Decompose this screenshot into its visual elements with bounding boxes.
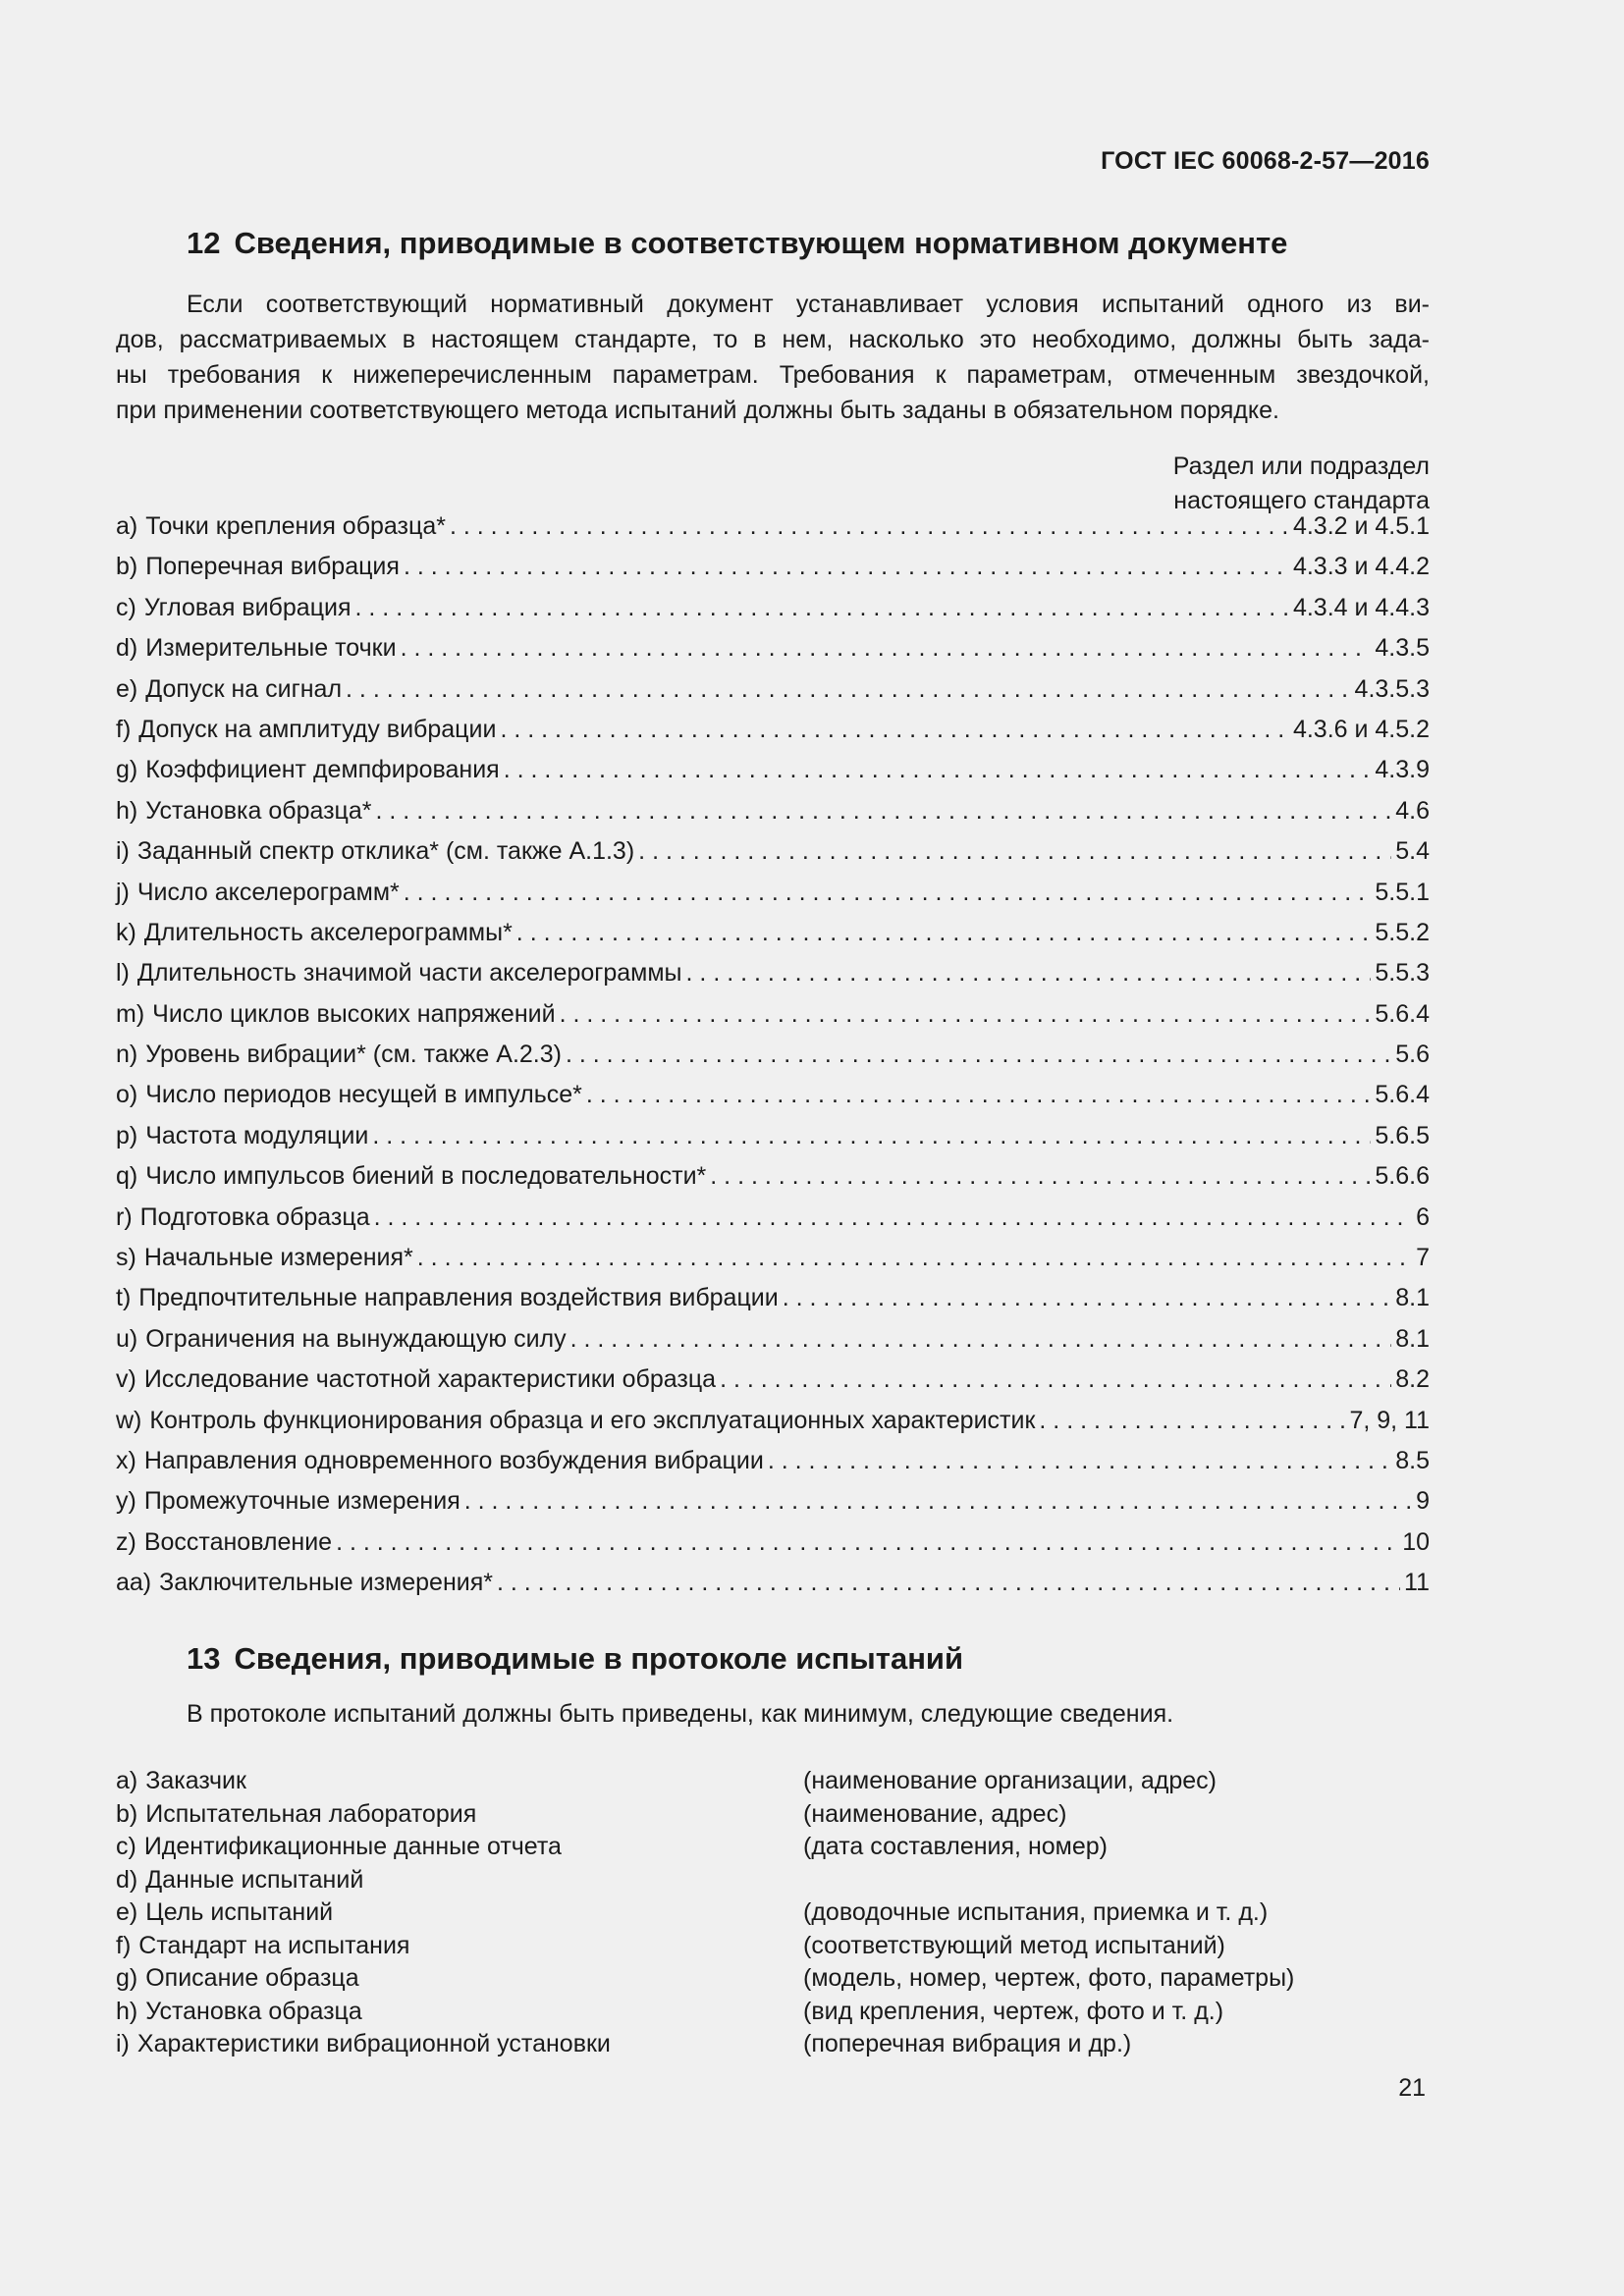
item-reference: 4.3.5 <box>1375 634 1430 663</box>
item-reference: 4.3.3 и 4.4.2 <box>1292 553 1430 581</box>
section-12-intro <box>116 287 1430 428</box>
document-code-header: ГОСТ IEC 60068-2-57—2016 <box>1101 147 1430 175</box>
item-letter: z) <box>116 1527 136 1556</box>
item-reference: 5.5.2 <box>1375 918 1430 946</box>
item-text: Восстановление <box>143 1527 333 1556</box>
item-reference: 5.6.6 <box>1375 1162 1430 1191</box>
dot-leader <box>404 553 1289 581</box>
item-text: Исследование частотной характеристики образца <box>143 1365 717 1394</box>
item-reference: 11 <box>1404 1569 1430 1597</box>
item-letter: k) <box>116 918 136 946</box>
item-text: Испытательная лаборатория <box>145 1799 477 1828</box>
item-text: Стандарт на испытания <box>138 1931 410 1959</box>
section-13-heading <box>187 1641 963 1677</box>
item-letter: aa) <box>116 1569 152 1597</box>
item-text: Уровень вибрации* (см. также А.2.3) <box>145 1041 562 1069</box>
item-text: Число импульсов биений в последовательности* <box>145 1162 707 1191</box>
item-reference: 8.2 <box>1395 1365 1430 1394</box>
item-text: Установка образца* <box>145 796 372 825</box>
item-label <box>116 1998 803 2026</box>
item-label <box>116 1244 413 1272</box>
parameter-list-item <box>116 1325 1430 1365</box>
item-label <box>116 553 400 581</box>
item-text: Допуск на сигнал <box>145 674 343 703</box>
item-text: Поперечная вибрация <box>145 553 400 581</box>
item-label <box>116 1800 803 1829</box>
item-letter: h) <box>116 1997 138 2025</box>
report-list-item <box>116 1866 1430 1899</box>
parameter-list-item <box>116 1244 1430 1284</box>
item-note: (наименование организации, адрес) <box>803 1767 1218 1794</box>
item-text: Идентификационные данные отчета <box>143 1833 562 1860</box>
item-text: Характеристики вибрационной установки <box>136 2030 611 2057</box>
parameter-list-item <box>116 1081 1430 1121</box>
item-text: Допуск на амплитуду вибрации <box>138 715 497 743</box>
dot-leader <box>566 1041 1391 1069</box>
dot-leader <box>346 675 1351 704</box>
item-reference: 4.3.2 и 4.5.1 <box>1292 512 1430 540</box>
dot-leader <box>450 512 1289 541</box>
dot-leader <box>783 1284 1392 1312</box>
item-letter: e) <box>116 674 138 703</box>
parameter-list-item <box>116 797 1430 837</box>
item-reference: 5.6.4 <box>1375 999 1430 1028</box>
intro-line: при применении соответствующего метода испытаний должны быть заданы в обязательном порядке. <box>116 397 1279 424</box>
item-letter: l) <box>116 959 130 988</box>
item-letter: u) <box>116 1324 138 1353</box>
parameter-list-item <box>116 1447 1430 1487</box>
item-label <box>116 1833 803 1861</box>
parameter-list-item <box>116 594 1430 634</box>
dot-leader <box>404 879 1372 907</box>
dot-leader <box>504 756 1372 784</box>
item-label <box>116 716 496 744</box>
item-text: Заказчик <box>145 1767 246 1794</box>
dot-leader <box>710 1162 1371 1191</box>
item-reference: 5.6 <box>1395 1041 1430 1069</box>
item-label <box>116 1284 779 1312</box>
reference-column-caption <box>1173 450 1430 518</box>
parameter-list-item <box>116 1284 1430 1324</box>
item-letter: b) <box>116 553 138 581</box>
item-text: Точки крепления образца* <box>145 512 446 540</box>
item-letter: o) <box>116 1081 138 1109</box>
parameter-list-item <box>116 1569 1430 1609</box>
dot-leader <box>500 716 1289 744</box>
item-text: Установка образца <box>145 1997 362 2025</box>
item-text: Цель испытаний <box>145 1898 334 1926</box>
parameter-list <box>116 512 1430 1610</box>
item-label <box>116 1767 803 1795</box>
intro-line: дов, рассматриваемых в настоящем стандарте, то в нем, насколько это необходимо, должны быть зада- <box>116 326 1430 353</box>
dot-leader <box>516 919 1372 947</box>
parameter-list-item <box>116 512 1430 553</box>
section-12-title: Сведения, приводимые в соответствующем нормативном документе <box>234 226 1288 260</box>
item-reference: 4.3.5.3 <box>1354 674 1430 703</box>
report-list-item <box>116 2030 1430 2063</box>
item-text: Угловая вибрация <box>143 593 352 621</box>
item-letter: n) <box>116 1041 138 1069</box>
dot-leader <box>355 594 1289 622</box>
item-letter: c) <box>116 1833 136 1860</box>
item-reference: 5.6.4 <box>1375 1081 1430 1109</box>
item-text: Заданный спектр отклика* (см. также А.1.3) <box>136 837 635 866</box>
item-letter: i) <box>116 837 130 866</box>
item-letter: b) <box>116 1799 138 1828</box>
item-label <box>116 1964 803 1993</box>
section-12-heading <box>187 226 1287 261</box>
parameter-list-item <box>116 675 1430 716</box>
item-text: Направления одновременного возбуждения вибрации <box>143 1446 764 1474</box>
item-reference: 6 <box>1416 1202 1430 1231</box>
parameter-list-item <box>116 959 1430 999</box>
item-label <box>116 797 372 826</box>
item-letter: r) <box>116 1202 133 1231</box>
item-letter: a) <box>116 1767 138 1794</box>
section-13-number: 13 <box>187 1641 221 1676</box>
item-label <box>116 879 400 907</box>
parameter-list-item <box>116 919 1430 959</box>
report-contents-list <box>116 1767 1430 2063</box>
dot-leader <box>374 1203 1412 1232</box>
parameter-list-item <box>116 1162 1430 1202</box>
item-reference: 8.1 <box>1395 1284 1430 1312</box>
report-list-item <box>116 1833 1430 1866</box>
item-reference: 5.6.5 <box>1375 1121 1430 1149</box>
item-label <box>116 1162 706 1191</box>
item-note: (соответствующий метод испытаний) <box>803 1931 1225 1959</box>
item-label <box>116 1447 764 1475</box>
parameter-list-item <box>116 756 1430 796</box>
item-label <box>116 1569 493 1597</box>
dot-leader <box>1039 1407 1345 1435</box>
item-letter: f) <box>116 715 132 743</box>
section-12-number: 12 <box>187 226 221 260</box>
item-letter: g) <box>116 756 138 784</box>
dot-leader <box>720 1365 1391 1394</box>
report-list-item <box>116 1932 1430 1965</box>
item-letter: p) <box>116 1121 138 1149</box>
dot-leader <box>686 959 1372 988</box>
parameter-list-item <box>116 553 1430 593</box>
item-label <box>116 1407 1035 1435</box>
item-letter: i) <box>116 2030 130 2057</box>
dot-leader <box>570 1325 1392 1354</box>
report-list-item <box>116 1767 1430 1800</box>
parameter-list-item <box>116 634 1430 674</box>
item-label <box>116 1203 370 1232</box>
parameter-list-item <box>116 716 1430 756</box>
parameter-list-item <box>116 1528 1430 1569</box>
intro-line: Если соответствующий нормативный документ устанавливает условия испытаний одного из ви- <box>187 291 1430 318</box>
item-label <box>116 675 342 704</box>
item-letter: f) <box>116 1931 132 1959</box>
item-reference: 4.3.4 и 4.4.3 <box>1292 593 1430 621</box>
item-text: Промежуточные измерения <box>143 1487 460 1516</box>
item-letter: h) <box>116 796 138 825</box>
item-label <box>116 837 634 866</box>
item-letter: w) <box>116 1406 142 1434</box>
item-letter: x) <box>116 1446 136 1474</box>
caption-line: Раздел или подраздел <box>1172 453 1430 480</box>
section-13-intro: В протоколе испытаний должны быть приведены, как минимум, следующие сведения. <box>187 1700 1174 1728</box>
caption-line: настоящего стандарта <box>1173 487 1430 514</box>
item-text: Число периодов несущей в импульсе* <box>145 1081 582 1109</box>
parameter-list-item <box>116 1203 1430 1244</box>
parameter-list-item <box>116 1122 1430 1162</box>
dot-leader <box>464 1487 1412 1516</box>
item-text: Длительность акселерограммы* <box>143 918 513 946</box>
dot-leader <box>376 797 1392 826</box>
item-text: Частота модуляции <box>145 1121 369 1149</box>
item-letter: e) <box>116 1898 138 1926</box>
dot-leader <box>638 837 1391 866</box>
item-note: (модель, номер, чертеж, фото, параметры) <box>803 1964 1295 1992</box>
parameter-list-item <box>116 879 1430 919</box>
item-reference: 4.3.9 <box>1375 756 1430 784</box>
dot-leader <box>497 1569 1400 1597</box>
dot-leader <box>768 1447 1391 1475</box>
item-reference: 7, 9, 11 <box>1349 1406 1430 1434</box>
parameter-list-item <box>116 1365 1430 1406</box>
item-reference: 7 <box>1416 1244 1430 1272</box>
item-label <box>116 1487 460 1516</box>
item-letter: g) <box>116 1964 138 1992</box>
item-letter: j) <box>116 878 130 906</box>
item-note: (поперечная вибрация и др.) <box>803 2030 1132 2057</box>
parameter-list-item <box>116 1041 1430 1081</box>
item-reference: 5.5.1 <box>1375 878 1430 906</box>
dot-leader <box>560 1000 1372 1029</box>
dot-leader <box>336 1528 1398 1557</box>
item-letter: v) <box>116 1365 136 1394</box>
item-label <box>116 1898 803 1927</box>
item-label <box>116 1122 368 1150</box>
item-label <box>116 594 352 622</box>
item-letter: m) <box>116 999 145 1028</box>
item-label <box>116 959 682 988</box>
item-note: (вид крепления, чертеж, фото и т. д.) <box>803 1997 1224 2025</box>
item-reference: 5.4 <box>1395 837 1430 866</box>
report-list-item <box>116 1964 1430 1998</box>
item-letter: t) <box>116 1284 132 1312</box>
item-label <box>116 1325 567 1354</box>
item-text: Данные испытаний <box>145 1865 364 1894</box>
item-label <box>116 1528 332 1557</box>
dot-leader <box>586 1081 1372 1109</box>
item-label <box>116 2030 803 2058</box>
dot-leader <box>372 1122 1371 1150</box>
report-list-item <box>116 1800 1430 1834</box>
intro-line: ны требования к нижеперечисленным параметрам. Требования к параметрам, отмеченным звездочкой, <box>116 361 1430 389</box>
item-text: Начальные измерения* <box>143 1244 413 1272</box>
parameter-list-item <box>116 837 1430 878</box>
item-reference: 4.3.6 и 4.5.2 <box>1292 715 1430 743</box>
item-letter: s) <box>116 1244 136 1272</box>
item-text: Длительность значимой части акселерограммы <box>136 959 682 988</box>
item-letter: c) <box>116 593 136 621</box>
item-text: Контроль функционирования образца и его эксплуатационных характеристик <box>149 1406 1036 1434</box>
item-text: Коэффициент демпфирования <box>145 756 500 784</box>
dot-leader <box>417 1244 1412 1272</box>
section-13-title: Сведения, приводимые в протоколе испытаний <box>234 1641 964 1676</box>
item-text: Измерительные точки <box>145 634 397 663</box>
item-label <box>116 634 397 663</box>
item-label <box>116 1932 803 1960</box>
item-label <box>116 1866 803 1895</box>
item-text: Предпочтительные направления воздействия вибрации <box>138 1284 779 1312</box>
item-label <box>116 919 513 947</box>
item-note: (дата составления, номер) <box>803 1833 1108 1860</box>
item-letter: d) <box>116 634 138 663</box>
item-letter: d) <box>116 1865 138 1894</box>
item-reference: 8.1 <box>1395 1324 1430 1353</box>
report-list-item <box>116 1998 1430 2031</box>
item-label <box>116 1000 556 1029</box>
item-label <box>116 756 500 784</box>
item-label <box>116 1081 582 1109</box>
item-letter: a) <box>116 512 138 540</box>
item-label <box>116 1041 562 1069</box>
item-label <box>116 1365 716 1394</box>
item-note: (доводочные испытания, приемка и т. д.) <box>803 1898 1269 1926</box>
item-letter: y) <box>116 1487 136 1516</box>
item-reference: 10 <box>1402 1527 1430 1556</box>
item-reference: 4.6 <box>1395 796 1430 825</box>
item-label <box>116 512 446 541</box>
item-reference: 9 <box>1416 1487 1430 1516</box>
parameter-list-item <box>116 1487 1430 1527</box>
report-list-item <box>116 1898 1430 1932</box>
dot-leader <box>401 634 1372 663</box>
page-number: 21 <box>1398 2074 1426 2102</box>
item-text: Ограничения на вынуждающую силу <box>145 1324 567 1353</box>
item-text: Заключительные измерения* <box>159 1569 493 1597</box>
item-reference: 5.5.3 <box>1375 959 1430 988</box>
item-text: Число акселерограмм* <box>136 878 400 906</box>
item-letter: q) <box>116 1162 138 1191</box>
item-reference: 8.5 <box>1395 1446 1430 1474</box>
item-text: Описание образца <box>145 1964 359 1992</box>
item-text: Подготовка образца <box>139 1202 370 1231</box>
parameter-list-item <box>116 1407 1430 1447</box>
parameter-list-item <box>116 1000 1430 1041</box>
item-text: Число циклов высоких напряжений <box>152 999 556 1028</box>
item-note: (наименование, адрес) <box>803 1799 1067 1828</box>
